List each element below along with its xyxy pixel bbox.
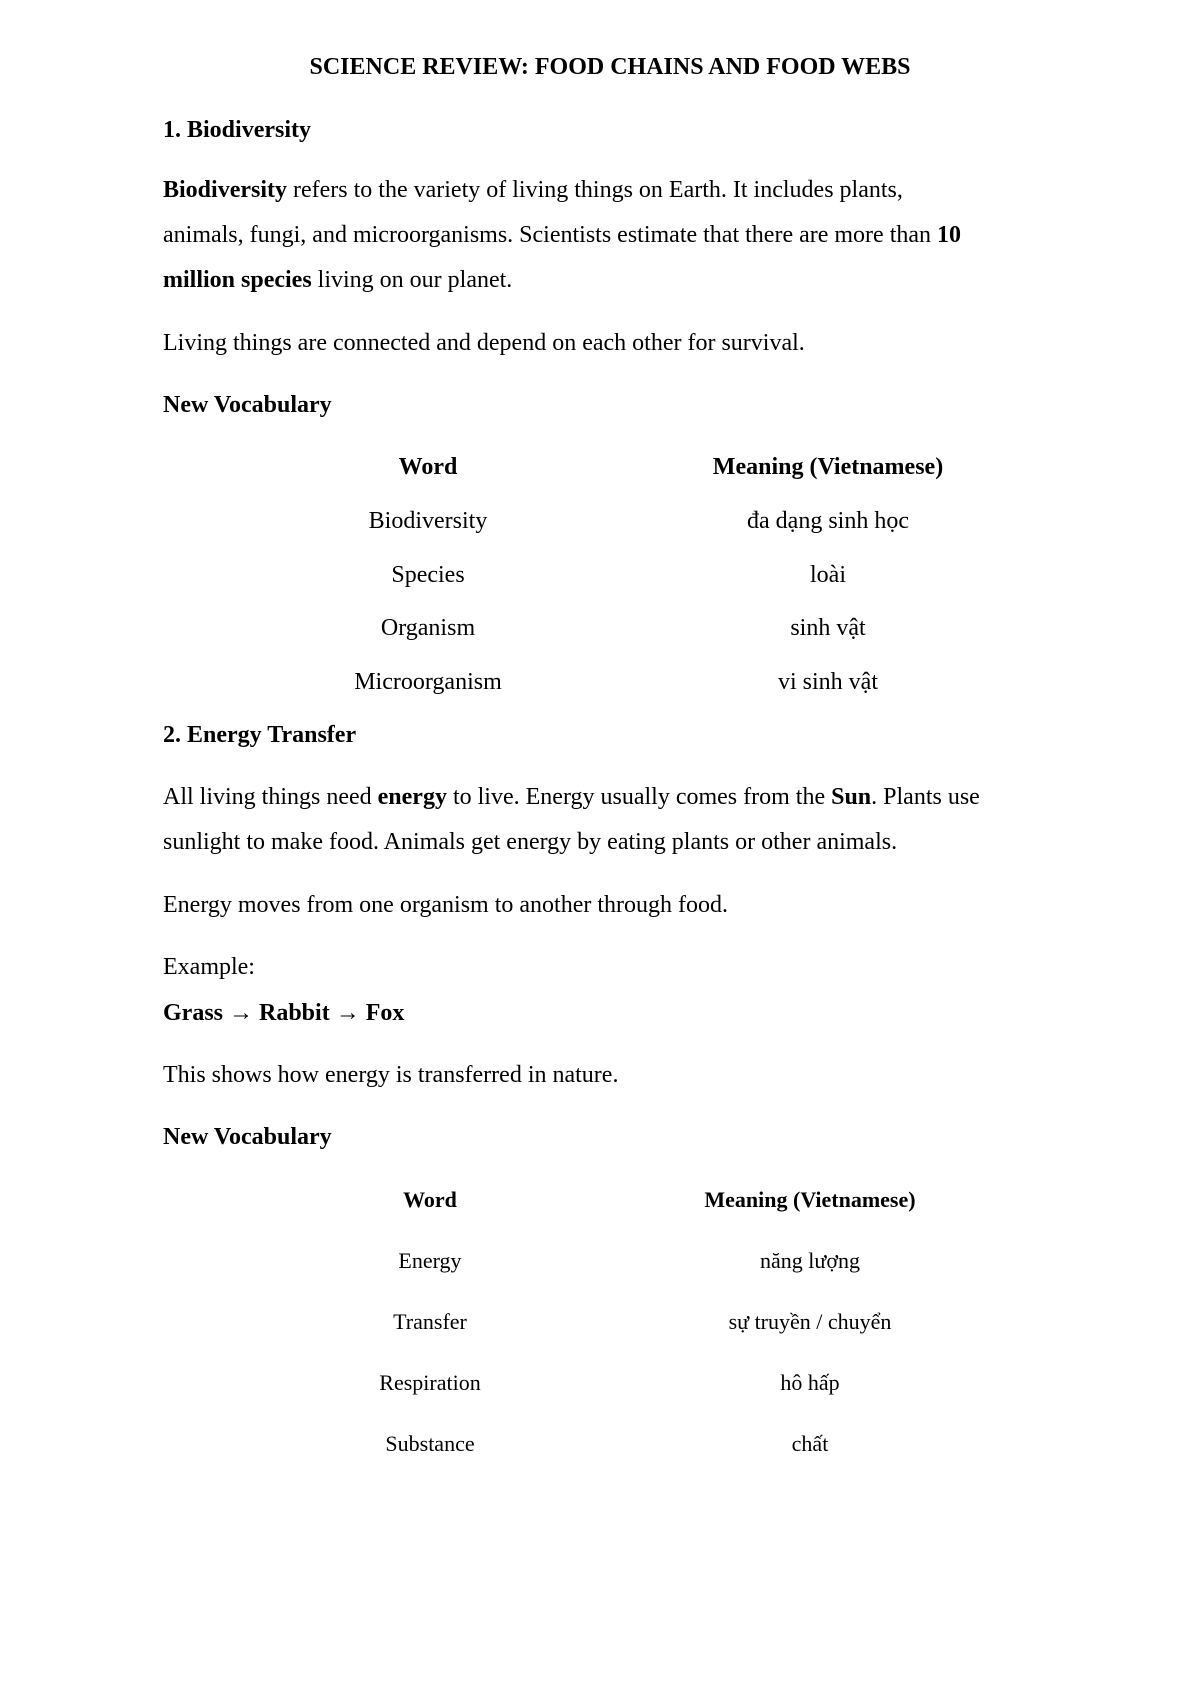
paragraph-line <box>163 782 980 812</box>
text-span: . Plants use <box>871 784 980 810</box>
section-heading-biodiversity: 1. Biodiversity <box>163 117 311 143</box>
paragraph-line <box>163 265 512 295</box>
text-span: to live. Energy usually comes from the <box>446 784 832 810</box>
paragraph: Living things are connected and depend on each other for survival. <box>163 330 805 356</box>
example-food-chain: Grass → Rabbit → Fox <box>163 1000 405 1026</box>
table-header-meaning: Meaning (Vietnamese) <box>704 1187 916 1212</box>
paragraph-line: sunlight to make food. Animals get energy by eating plants or other animals. <box>163 829 898 855</box>
table-cell-word: Respiration <box>379 1370 481 1395</box>
table-cell-meaning: năng lượng <box>760 1248 860 1273</box>
paragraph-line <box>163 175 903 205</box>
bold-term: Biodiversity <box>163 177 287 203</box>
table-cell-word: Organism <box>380 615 476 641</box>
table-cell-meaning: sự truyền / chuyển <box>728 1309 892 1334</box>
vocab-heading: New Vocabulary <box>163 1124 332 1150</box>
table-cell-word: Microorganism <box>354 669 502 695</box>
page-title: SCIENCE REVIEW: FOOD CHAINS AND FOOD WEBS <box>309 54 911 80</box>
text-span: living on our planet. <box>311 267 513 293</box>
table-cell-meaning: đa dạng sinh học <box>747 508 909 534</box>
table-header-word: Word <box>403 1187 457 1212</box>
section-heading-energy-transfer: 2. Energy Transfer <box>163 722 357 748</box>
text-span: animals, fungi, and microorganisms. Scientists estimate that there are more than <box>163 222 938 248</box>
text-span: refers to the variety of living things on Earth. It includes plants, <box>287 177 903 203</box>
table-header-meaning: Meaning (Vietnamese) <box>712 454 944 480</box>
table-cell-word: Biodiversity <box>368 508 488 534</box>
table-cell-word: Energy <box>398 1248 462 1273</box>
bold-term: million species <box>163 267 312 293</box>
table-cell-meaning: loài <box>810 562 846 588</box>
table-cell-word: Substance <box>385 1431 475 1456</box>
table-cell-meaning: vi sinh vật <box>778 669 878 695</box>
table-cell-word: Transfer <box>393 1309 467 1334</box>
table-cell-word: Species <box>391 562 465 588</box>
paragraph: This shows how energy is transferred in nature. <box>163 1062 619 1088</box>
paragraph-line <box>163 220 961 250</box>
table-cell-meaning: sinh vật <box>790 615 866 641</box>
table-header-word: Word <box>398 454 458 480</box>
vocab-heading: New Vocabulary <box>163 392 332 418</box>
bold-term: Sun <box>831 784 872 810</box>
paragraph: Energy moves from one organism to another through food. <box>163 892 729 918</box>
table-cell-meaning: hô hấp <box>780 1370 840 1395</box>
bold-term: 10 <box>937 222 962 248</box>
example-label: Example: <box>163 954 255 980</box>
text-span: All living things need <box>163 784 378 810</box>
table-cell-meaning: chất <box>791 1431 829 1456</box>
bold-term: energy <box>377 784 447 810</box>
